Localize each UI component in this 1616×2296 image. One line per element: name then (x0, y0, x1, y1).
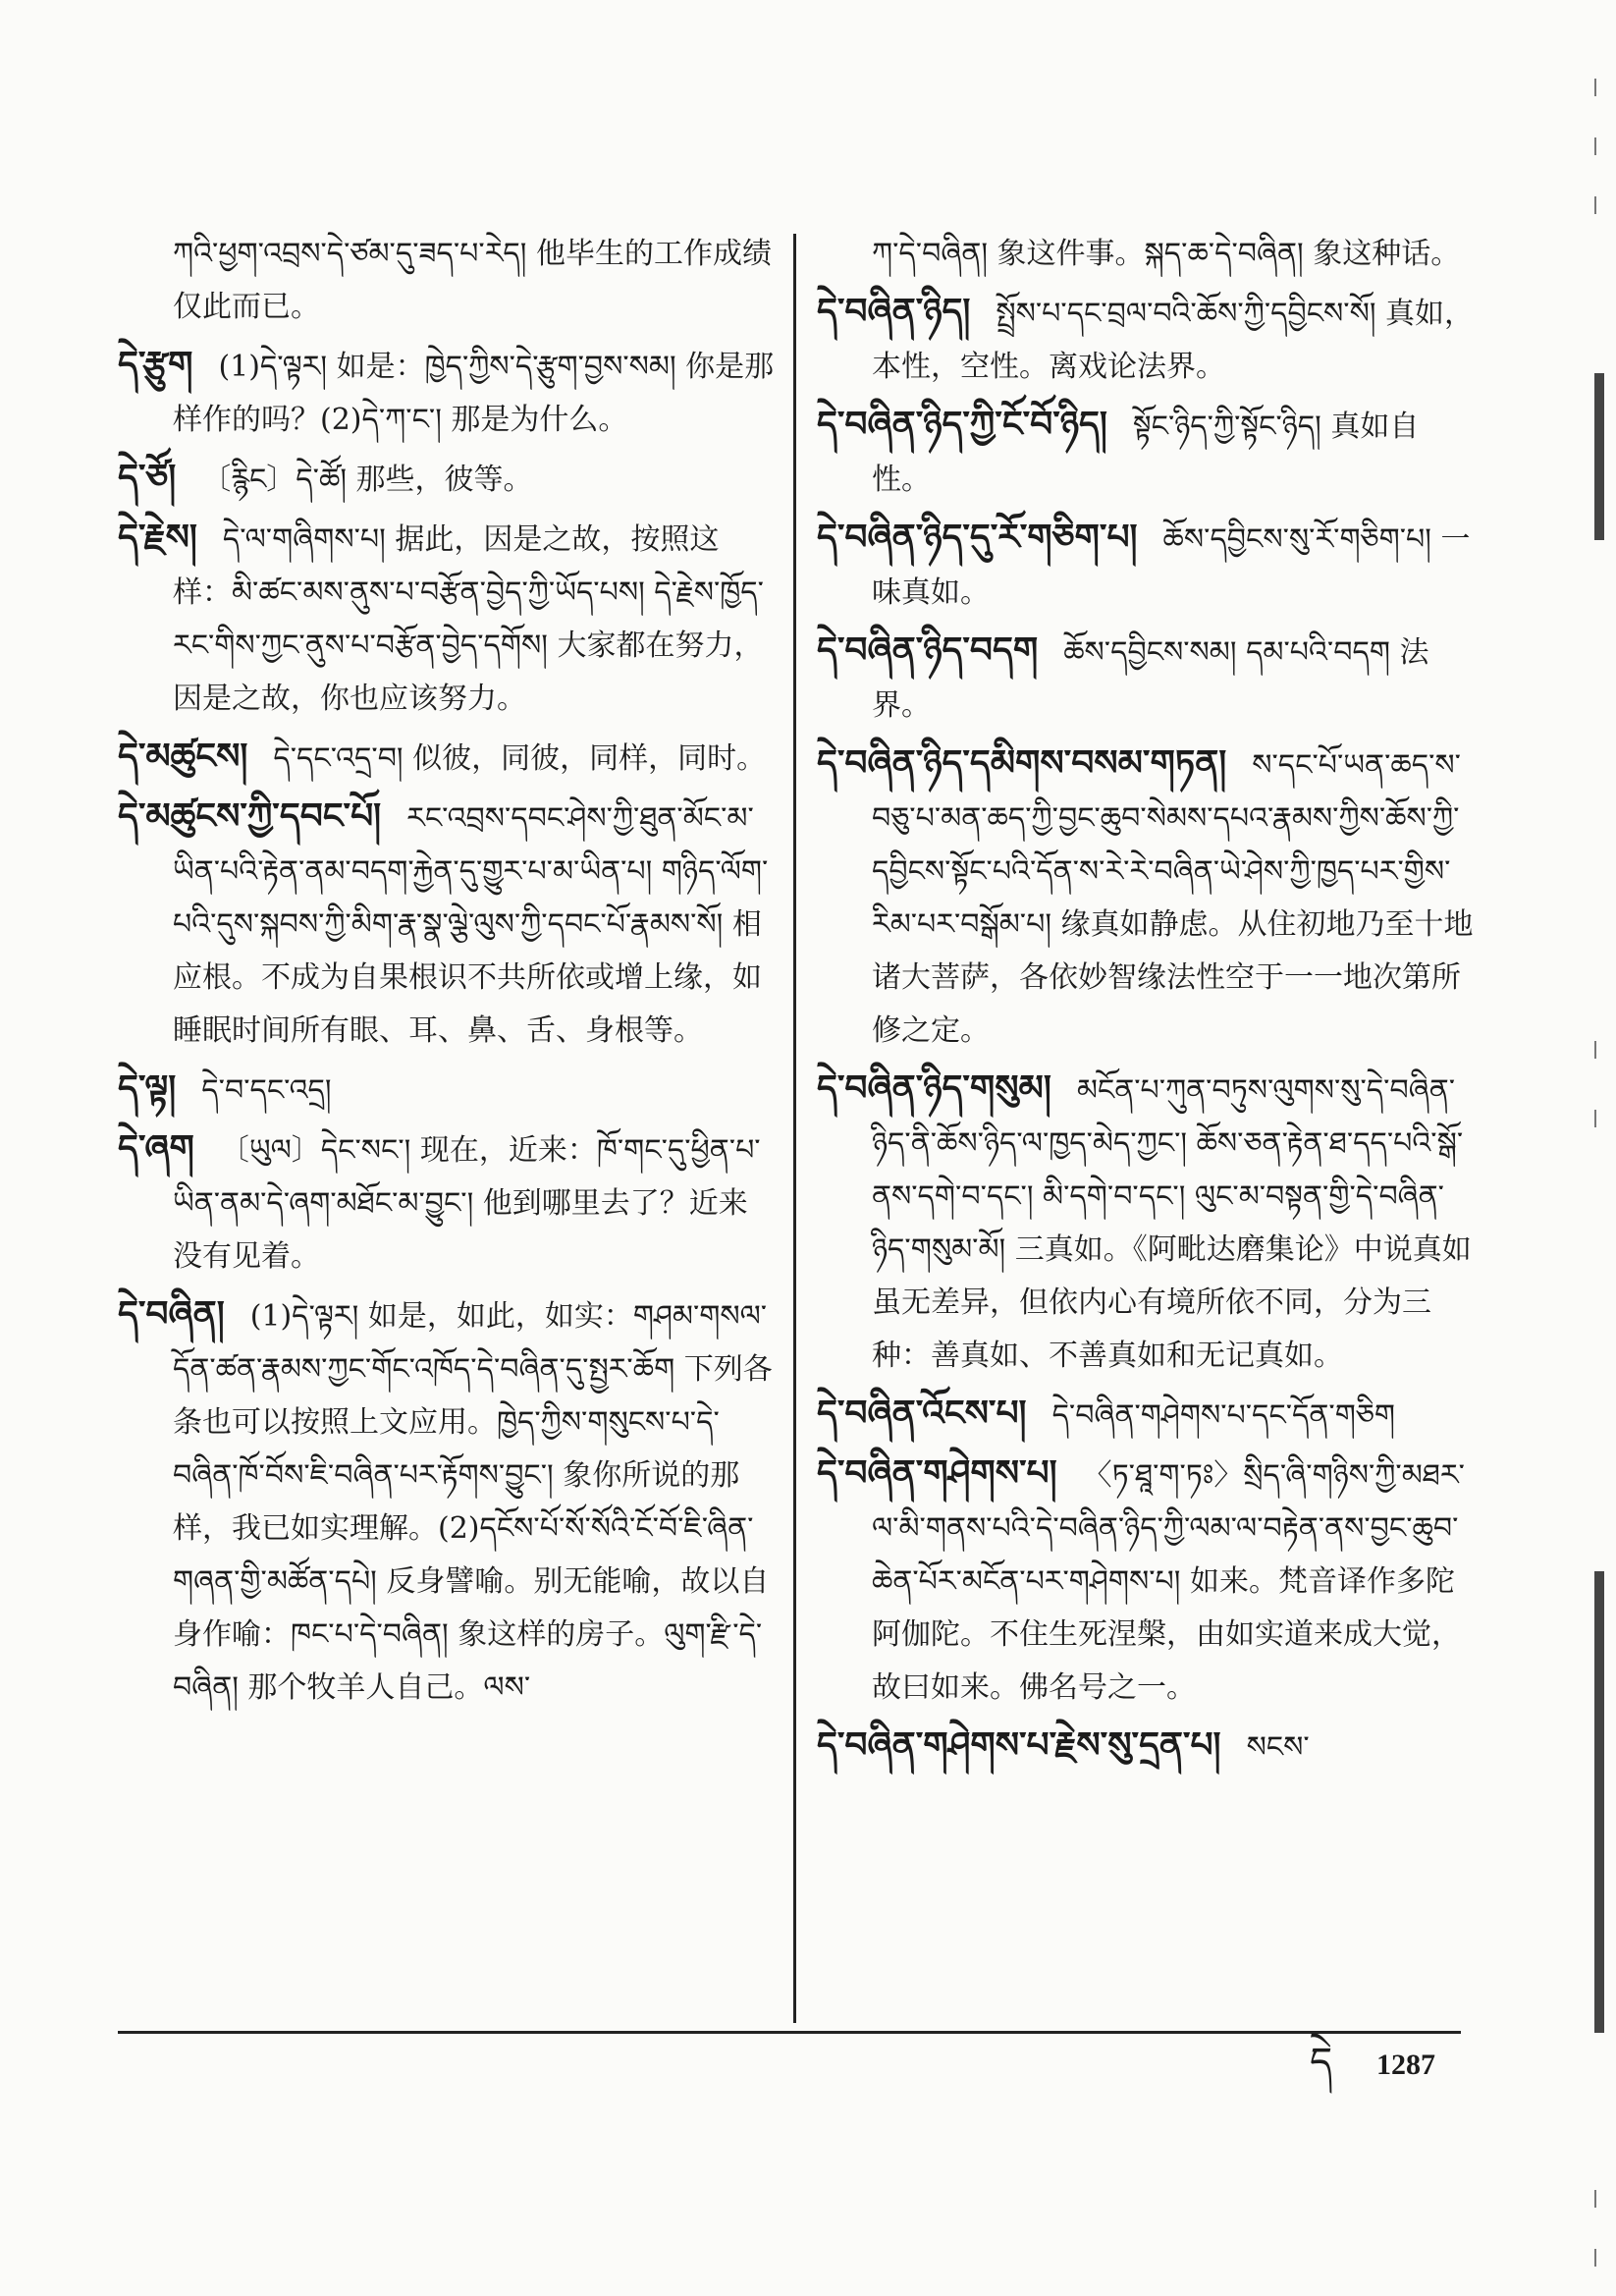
scan-edge-marks (1581, 0, 1616, 2296)
dictionary-entry (817, 1447, 1475, 1715)
entry-definition: 〔ཡུལ〕དེང་སང་། 现在，近来：ཁོ་གང་དུ་ཕྱིན་པ་ཡིན་ནམ་དེ་ཞག་མཐོང་མ་བྱུང་། 他到哪里去了？近来没有见着。 (173, 1133, 761, 1274)
entry-headword: དེ་ཙོ། (118, 457, 177, 498)
entry-definition: 〔རྙིང〕དེ་ཚོ། 那些，彼等。 (201, 463, 533, 497)
entry-headword: དེ་བཞིན་གཤེགས་པ་རྗེས་སུ་དྲན་པ། (817, 1724, 1221, 1766)
right-column (817, 228, 1475, 2025)
dictionary-entry (118, 338, 776, 447)
left-column (118, 228, 776, 2025)
dictionary-entry (817, 1719, 1475, 1775)
entry-headword: དེ་མཚུངས། (118, 736, 248, 777)
entry-headword: དེ་བཞིན་ཉིད་བདག (817, 629, 1039, 671)
entry-definition: ཆོས་དབྱིངས་སམ། དམ་པའི་བདག 法界。 (872, 635, 1429, 723)
dictionary-entry (118, 451, 776, 507)
entry-definition: (1)དེ་ལྟར། 如是：ཁྱེད་ཀྱིས་དེ་རྩུག་བྱས་སམ། 你是那样作的吗？(2)དེ་ཀ་ང་། 那是为什么。 (173, 350, 775, 437)
dictionary-entry (118, 511, 776, 726)
dictionary-entry (817, 285, 1475, 394)
entry-headword: དེ་བཞིན་ཉིད་དམིགས་བསམ་གཏན། (817, 742, 1227, 784)
column-divider (793, 234, 796, 2023)
entry-headword: དེ་བཞིན། (118, 1293, 225, 1335)
dictionary-entry (817, 624, 1475, 733)
entry-definition: ཆོས་དབྱིངས་སུ་རོ་གཅིག་པ། 一味真如。 (872, 522, 1471, 610)
dictionary-entry (118, 1287, 776, 1715)
entry-definition: མངོན་པ་ཀུན་བཏུས་ལུགས་སུ་དེ་བཞིན་ཉིད་ནི་ཆོས་ཉིད་ལ་ཁྱད་མེད་ཀྱང་། ཆོས་ཅན་རྟེན་ཐ་དད་པའི་སྒོ་ནས་དགེ་བ་དང་། མི་དགེ་བ་དང་། ལུང་མ་བསྟན་གྱི་དེ་བཞིན་ཉིད་གསུམ་མོ། 三真如。《阿毗达磨集论》中说真如虽无差异，但依内心有境所依不同，分为三种：善真如、不善真如和无记真如。 (872, 1073, 1472, 1373)
entry-definition: དེ་བཞིན་གཤེགས་པ་དང་དོན་གཅིག (1051, 1398, 1396, 1433)
dictionary-entry (118, 1062, 776, 1118)
entry-headword: དེ་རྗེས། (118, 517, 197, 558)
entry-definition: སངས་ (1246, 1730, 1310, 1765)
entry-definition: (1)དེ་ལྟར། 如是，如此，如实：གཤམ་གསལ་དོན་ཚན་རྣམས་ཀྱང་གོང་འཁོད་དེ་བཞིན་དུ་སྤྱར་ཆོག 下列各条也可以按照上文应用。ཁྱེད་ཀྱིས་གསུངས་པ་དེ་བཞིན་ཁོ་བོས་ཇི་བཞིན་པར་རྟོགས་བྱུང་། 象你所说的那样，我已如实理解。(2)དངོས་པོ་སོ་སོའི་ངོ་བོ་ཇི་ཞིན་གཞན་གྱི་མཚོན་དཔེ། 反身譬喻。别无能喻，故以自身作喻：ཁང་པ་དེ་བཞིན། 象这样的房子。ལུག་རྫི་དེ་བཞིན། 那个牧羊人自己。ལས་ (173, 1299, 773, 1705)
entry-definition: དེ་ལ་གཞིགས་པ། 据此，因是之故，按照这样：མི་ཚང་མས་ནུས་པ་བརྩོན་བྱེད་ཀྱི་ཡོད་པས། དེ་རྗེས་ཁྱོད་རང་གིས་ཀྱང་ནུས་པ་བརྩོན་བྱེད་དགོས། 大家都在努力，因是之故，你也应该努力。 (173, 522, 764, 716)
dictionary-entry (817, 511, 1475, 620)
dictionary-entry (817, 1062, 1475, 1383)
dictionary-entry (817, 228, 1475, 281)
entry-headword: དེ་བཞིན་ཉིད་དུ་རོ་གཅིག་པ། (817, 517, 1138, 558)
entry-headword: དེ་རྩུག (118, 344, 193, 385)
entry-definition: 〈ཏ་ཐཱ་ག་ཏཿ〉སྲིད་ཞི་གཉིས་ཀྱི་མཐར་ལ་མི་གནས་པའི་དེ་བཞིན་ཉིད་ཀྱི་ལམ་ལ་བརྟེན་ནས་བྱང་ཆུབ་ཆེན་པོར་མངོན་པར་གཤེགས་པ། 如来。梵音译作多陀阿伽陀。不住生死涅槃，由如实道来成大觉，故曰如来。佛名号之一。 (872, 1458, 1465, 1705)
dictionary-entry (118, 730, 776, 786)
running-head-letter: དེ (1310, 2040, 1333, 2085)
dictionary-entry (118, 228, 776, 334)
entry-definition: དེ་དང་འདྲ་བ། 似彼，同彼，同样，同时。 (273, 741, 767, 776)
dictionary-entry (118, 1121, 776, 1284)
footer-rule (118, 2031, 1461, 2034)
entry-headword: དེ་ཞག (118, 1127, 194, 1169)
entry-definition: ཀའི་ཕྱག་འབྲས་དེ་ཙམ་དུ་ཟད་པ་རེད། 他毕生的工作成绩仅此而已。 (173, 237, 772, 324)
entry-definition: སྤྲོས་པ་དང་བྲལ་བའི་ཆོས་ཀྱི་དབྱིངས་སོ། 真如，本性，空性。离戏论法界。 (872, 297, 1475, 384)
entry-headword: དེ་བཞིན་གཤེགས་པ། (817, 1452, 1057, 1494)
dictionary-entry (817, 398, 1475, 507)
entry-headword: དེ་བཞིན་ཉིད་གསུམ། (817, 1067, 1051, 1109)
dictionary-entry (817, 1387, 1475, 1443)
entry-definition: དེ་བ་དང་འདྲ། (201, 1073, 332, 1108)
entry-headword: དེ་ལྟ། (118, 1067, 177, 1109)
page-number: 1287 (1376, 2049, 1435, 2081)
dictionary-entry (118, 790, 776, 1058)
entry-headword: དེ་བཞིན་འོངས་པ། (817, 1393, 1027, 1434)
entry-headword: དེ་མཚུངས་ཀྱི་དབང་པོ། (118, 795, 382, 837)
entry-definition: ཀ་དེ་བཞིན། 象这件事。སྐད་ཆ་དེ་བཞིན། 象这种话。 (872, 237, 1461, 271)
entry-definition: རང་འབྲས་དབང་ཤེས་ཀྱི་ཐུན་མོང་མ་ཡིན་པའི་རྟེན་ནམ་བདག་རྐྱེན་དུ་གྱུར་པ་མ་ཡིན་པ། གཉིད་ལོག་པའི་དུས་སྐབས་ཀྱི་མིག་རྣ་སྣ་ལྕེ་ལུས་ཀྱི་དབང་པོ་རྣམས་སོ། 相应根。不成为自果根识不共所依或增上缘，如睡眠时间所有眼、耳、鼻、舌、身根等。 (173, 801, 769, 1048)
entry-headword: དེ་བཞིན་ཉིད། (817, 291, 971, 332)
entry-definition: སྟོང་ཉིད་ཀྱི་སྟོང་ཉིད། 真如自性。 (872, 410, 1420, 497)
entry-headword: དེ་བཞིན་ཉིད་ཀྱི་ངོ་བོ་ཉིད། (817, 404, 1107, 445)
dictionary-entry (817, 737, 1475, 1058)
entry-definition: ས་དང་པོ་ཡན་ཆད་ས་བཅུ་པ་མན་ཆད་ཀྱི་བྱང་ཆུབ་སེམས་དཔའ་རྣམས་ཀྱིས་ཆོས་ཀྱི་དབྱིངས་སྟོང་པའི་དོན་ས་རེ་རེ་བཞིན་ཡེ་ཤེས་ཀྱི་ཁྱད་པར་གྱིས་རིམ་པར་བསྒོམ་པ། 缘真如静虑。从住初地乃至十地诸大菩萨，各依妙智缘法性空于一一地次第所修之定。 (872, 748, 1474, 1048)
